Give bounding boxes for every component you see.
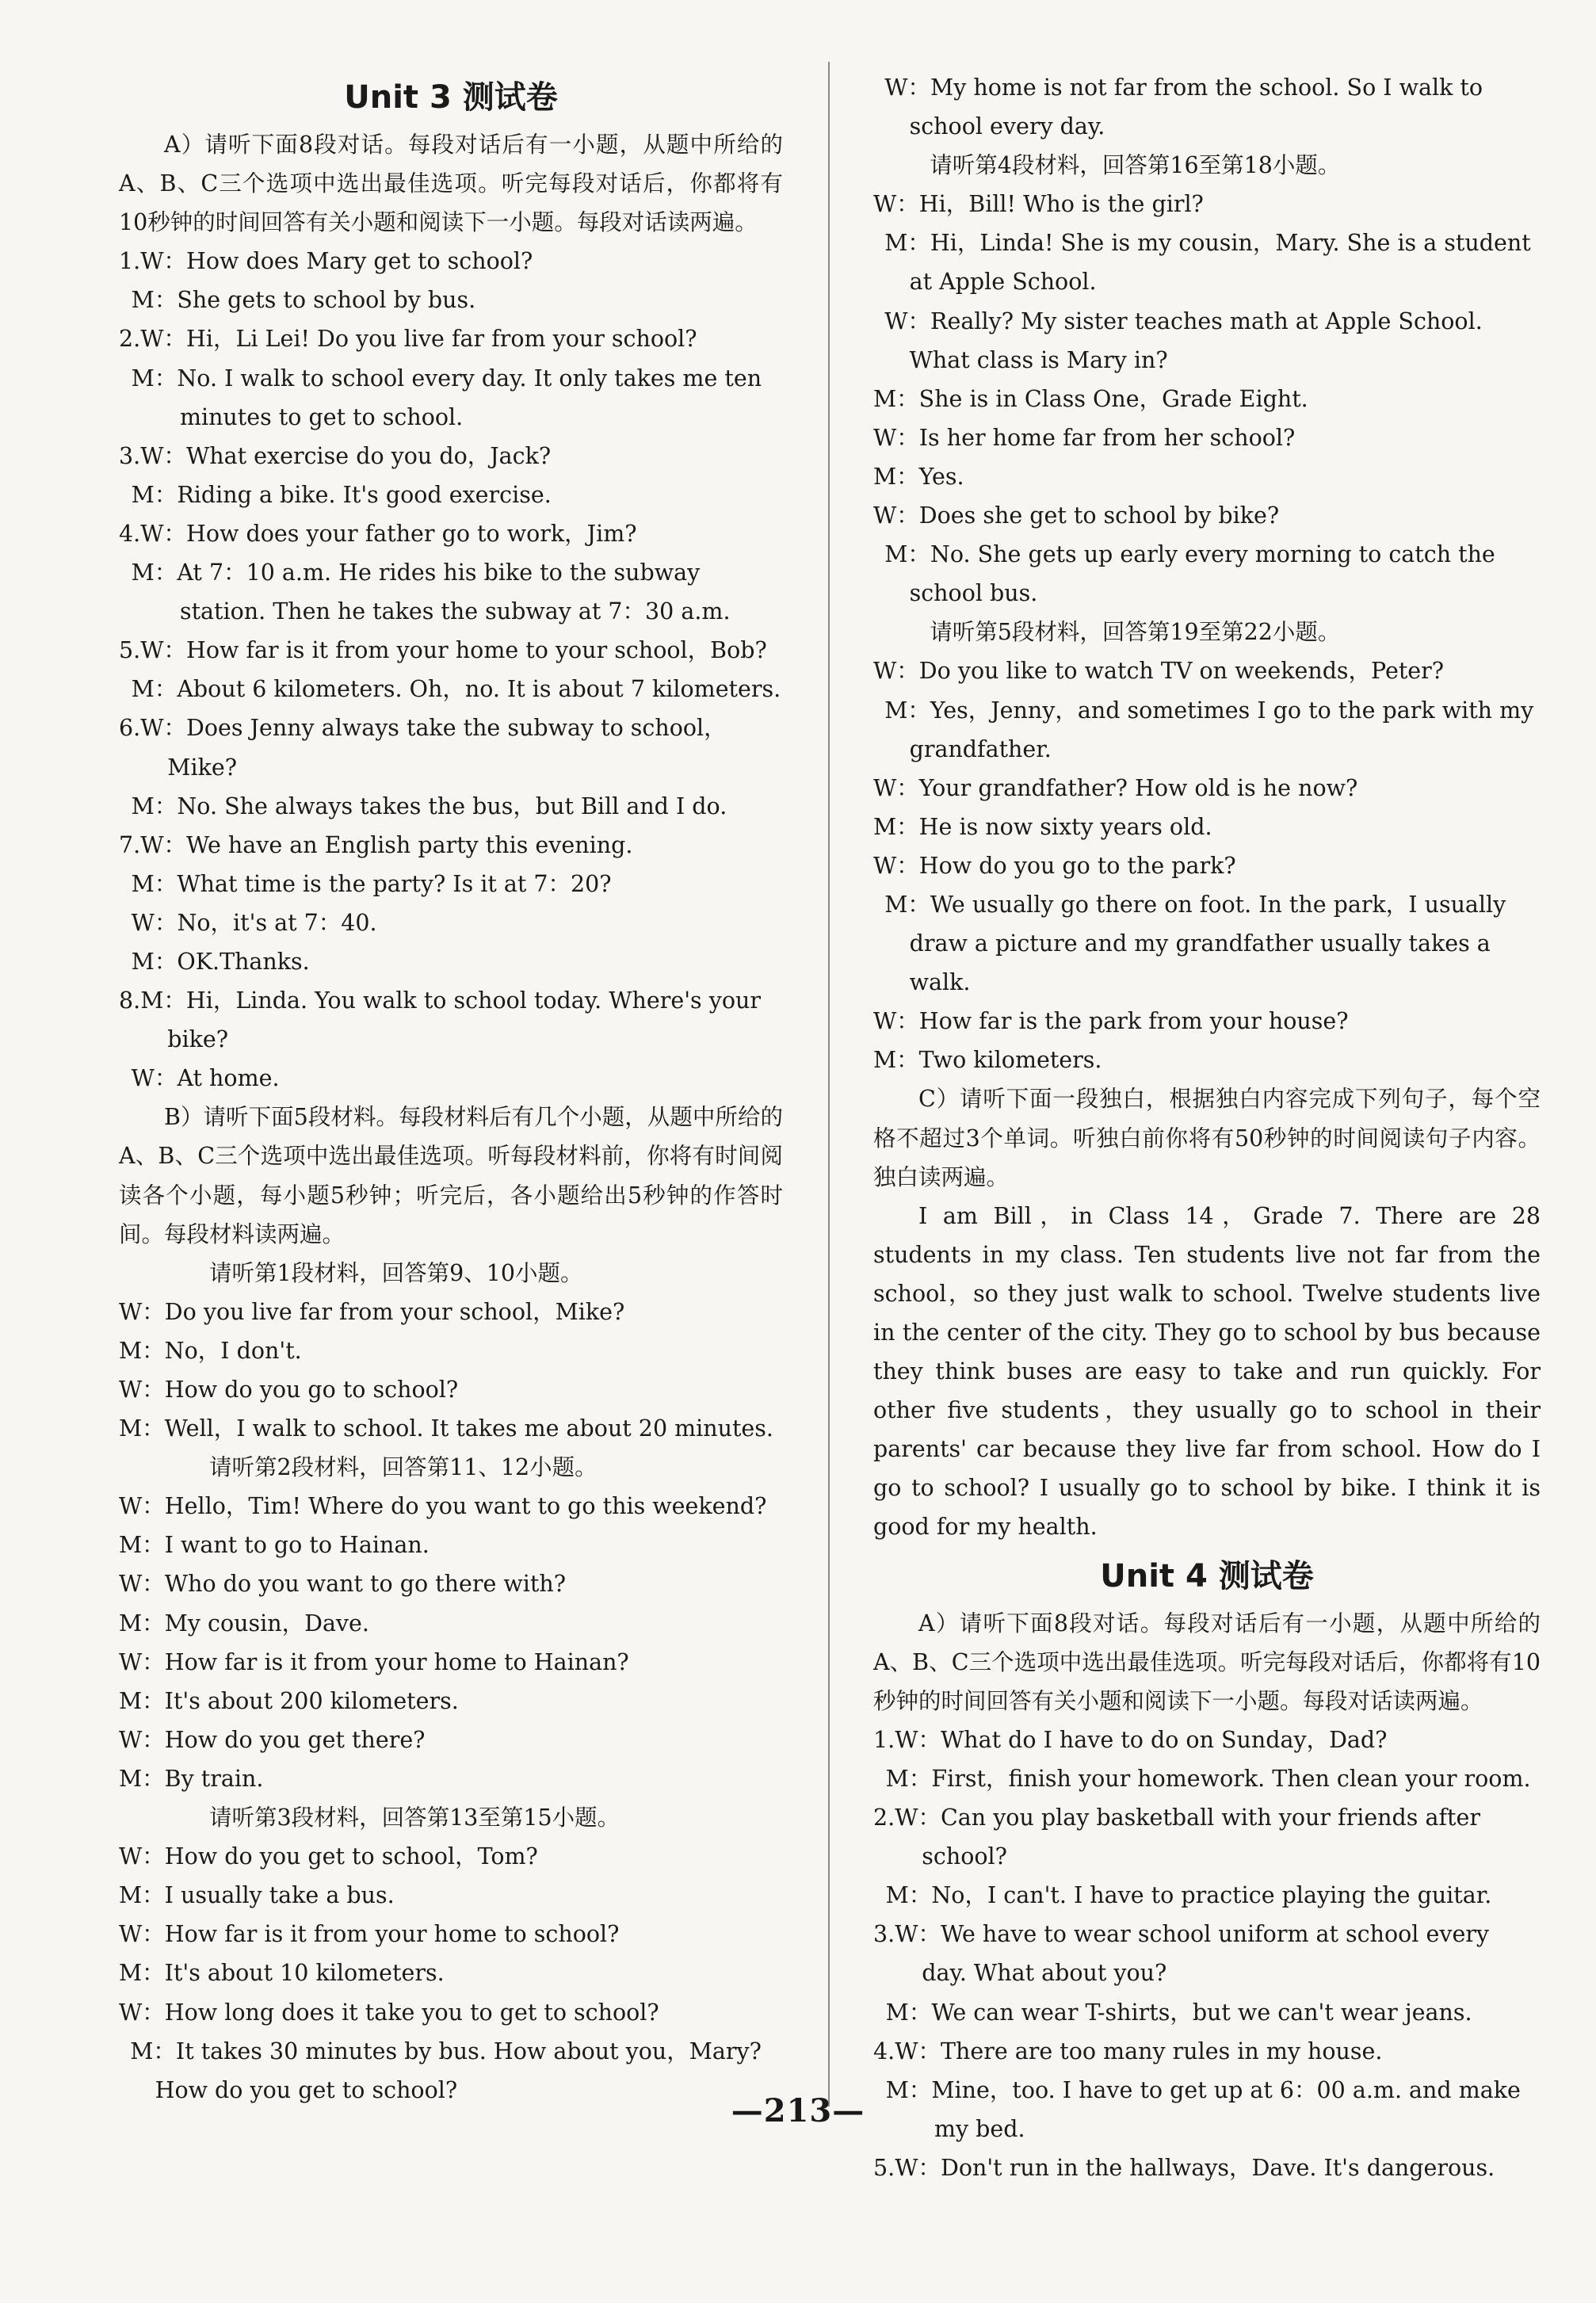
dialogue-line: W：Really? My sister teaches math at Apple School. What class is Mary in? xyxy=(884,307,1483,373)
dialogue-line: M：I want to go to Hainan. xyxy=(119,1532,430,1559)
dialogue-line: W：Is her home far from her school? xyxy=(873,424,1296,451)
dialogue-line: M：What time is the party? Is it at 7：20? xyxy=(131,870,612,897)
dialogue-line: M：First，finish your homework. Then clean your room. xyxy=(885,1765,1531,1792)
monologue-text: I am Bill，in Class 14，Grade 7. There are 28 students in my class. Ten students live not far from the school，so they just walk to school. Twelve students live in the center of the city. They go to school by bus because they think buses are easy to take and run quickly. For other five students，they usually go to school in their parents' car because they live far from school. How do I go to school? I usually go to school by bike. I think it is good for my health. xyxy=(873,1202,1541,1541)
unit3-title: Unit 3 测试卷 xyxy=(344,79,558,116)
dialogue-line: 3.W：We have to wear school uniform at school every day. What about you? xyxy=(873,1921,1490,1987)
dialogue-line: W：Do you like to watch TV on weekends，Peter? xyxy=(873,658,1445,685)
dialogue-line: M：About 6 kilometers. Oh，no. It is about 7 kilometers. xyxy=(131,676,781,703)
dialogue-line: M：No. I walk to school every day. It only takes me ten minutes to get to school. xyxy=(131,365,762,430)
unit3-section-a-dialogues xyxy=(119,242,783,1098)
right-column xyxy=(873,68,1541,2187)
material-1-intro: 请听第1段材料，回答第9、10小题。 xyxy=(209,1259,583,1286)
dialogue-line: W：How do you go to school? xyxy=(119,1377,459,1403)
dialogue-line: M：Riding a bike. It's good exercise. xyxy=(131,481,552,508)
dialogue-line: 8.M：Hi，Linda. You walk to school today. Where's your bike? xyxy=(119,987,761,1053)
dialogue-line: W：Hi，Bill! Who is the girl? xyxy=(873,191,1204,218)
dialogue-line: W：Hello，Tim! Where do you want to go this weekend? xyxy=(119,1493,767,1520)
dialogue-line: 7.W：We have an English party this evening. xyxy=(119,831,633,858)
left-column xyxy=(119,68,783,2110)
dialogue-line: 6.W：Does Jenny always take the subway to school，Mike? xyxy=(119,715,727,781)
material-2-intro: 请听第2段材料，回答第11、12小题。 xyxy=(209,1454,598,1481)
material-5-intro: 请听第5段材料，回答第19至第22小题。 xyxy=(930,619,1341,646)
dialogue-line: M：She is in Class One，Grade Eight. xyxy=(873,385,1308,412)
dialogue-line: W：How do you get there? xyxy=(119,1726,426,1753)
dialogue-line: W：How do you get to school，Tom? xyxy=(119,1843,538,1870)
dialogue-line: M：No. She always takes the bus，but Bill and I do. xyxy=(131,792,727,819)
dialogue-line: W：Does she get to school by bike? xyxy=(873,502,1280,529)
dialogue-line: 1.W：How does Mary get to school? xyxy=(119,248,533,275)
dialogue-line: W：At home. xyxy=(131,1065,280,1092)
dialogue-line: M：Hi，Linda! She is my cousin，Mary. She is a student at Apple School. xyxy=(884,230,1531,296)
dialogue-line: W：How far is it from your home to Hainan? xyxy=(119,1648,629,1675)
unit3-section-a-intro: A）请听下面8段对话。每段对话后有一小题，从题中所给的A、B、C三个选项中选出最佳选项。听完每段对话后，你都将有10秒钟的时间回答有关小题和阅读下一小题。每段对话读两遍。 xyxy=(119,132,783,236)
dialogue-line: M：Mine，too. I have to get up at 6：00 a.m. and make my bed. xyxy=(885,2076,1521,2142)
dialogue-line: M：It's about 200 kilometers. xyxy=(119,1687,459,1714)
dialogue-line: 3.W：What exercise do you do，Jack? xyxy=(119,442,552,469)
column-divider xyxy=(828,62,830,2106)
material-3-intro: 请听第3段材料，回答第13至第15小题。 xyxy=(209,1805,620,1831)
dialogue-line: M：It's about 10 kilometers. xyxy=(119,1960,445,1987)
dialogue-line: M：Yes. xyxy=(873,463,964,490)
unit4-title: Unit 4 测试卷 xyxy=(1100,1557,1314,1595)
dialogue-line: W：How long does it take you to get to school? xyxy=(119,1999,659,2026)
dialogue-line: M：I usually take a bus. xyxy=(119,1882,395,1909)
unit3-section-b-intro: B）请听下面5段材料。每段材料后有几个小题，从题中所给的A、B、C三个选项中选出最佳选项。听每段材料前，你将有时间阅读各个小题，每小题5秒钟；听完后，各小题给出5秒钟的作答时间。每段材料读两遍。 xyxy=(119,1104,784,1247)
dialogue-line: 4.W：There are too many rules in my house. xyxy=(873,2038,1383,2064)
dialogue-line: 1.W：What do I have to do on Sunday，Dad? xyxy=(873,1726,1388,1753)
dialogue-line: M：By train. xyxy=(119,1765,264,1792)
dialogue-line: W：Do you live far from your school，Mike? xyxy=(119,1298,625,1325)
section-c-intro: C）请听下面一段独白，根据独白内容完成下列句子，每个空格不超过3个单词。听独白前你将有50秒钟的时间阅读句子内容。独白读两遍。 xyxy=(873,1086,1541,1190)
dialogue-line: 5.W：Don't run in the hallways，Dave. It's dangerous. xyxy=(873,2154,1495,2181)
dialogue-line: W：Who do you want to go there with? xyxy=(119,1571,567,1598)
dialogue-line: M：We can wear T-shirts，but we can't wear jeans. xyxy=(885,1999,1472,2026)
dialogue-line: 2.W：Can you play basketball with your friends after school? xyxy=(873,1805,1480,1870)
dialogue-line: M：At 7：10 a.m. He rides his bike to the subway station. Then he takes the subway at 7：30 a.m. xyxy=(131,560,731,625)
dialogue-line: M：No，I don't. xyxy=(119,1337,302,1364)
page-number: —213— xyxy=(731,2092,865,2129)
unit4-section-a-intro: A）请听下面8段对话。每段对话后有一小题，从题中所给的A、B、C三个选项中选出最佳选项。听完每段对话后，你都将有10秒钟的时间回答有关小题和阅读下一小题。每段对话读两遍。 xyxy=(873,1610,1541,1714)
dialogue-line: 2.W：Hi，Li Lei! Do you live far from your school? xyxy=(119,326,697,353)
dialogue-line: M：We usually go there on foot. In the park，I usually draw a picture and my grandfather usually takes a walk. xyxy=(884,891,1506,996)
dialogue-line: W：No，it's at 7：40. xyxy=(131,909,377,936)
dialogue-line: W：How far is it from your home to school? xyxy=(119,1921,620,1948)
dialogue-line: M：She gets to school by bus. xyxy=(131,287,476,314)
dialogue-line: M：My cousin，Dave. xyxy=(119,1610,369,1637)
dialogue-line: W：My home is not far from the school. So I walk to school every day. xyxy=(884,74,1483,140)
dialogue-line: M：He is now sixty years old. xyxy=(873,813,1212,840)
dialogue-line: M：Well，I walk to school. It takes me about 20 minutes. xyxy=(119,1415,773,1442)
dialogue-line: M：Two kilometers. xyxy=(873,1047,1102,1074)
dialogue-line: 4.W：How does your father go to work，Jim? xyxy=(119,520,637,547)
dialogue-line: W：Your grandfather? How old is he now? xyxy=(873,774,1358,801)
material-4-intro: 请听第4段材料，回答第16至第18小题。 xyxy=(930,152,1341,179)
dialogue-line: M：OK.Thanks. xyxy=(131,948,310,975)
dialogue-line: M：Yes，Jenny，and sometimes I go to the park with my grandfather. xyxy=(884,697,1534,762)
dialogue-line: W：How far is the park from your house? xyxy=(873,1008,1349,1035)
dialogue-line: M：No，I can't. I have to practice playing the guitar. xyxy=(885,1882,1492,1909)
dialogue-line: W：How do you go to the park? xyxy=(873,852,1236,879)
dialogue-line: M：No. She gets up early every morning to catch the school bus. xyxy=(884,541,1495,607)
dialogue-line: 5.W：How far is it from your home to your school，Bob? xyxy=(119,637,767,664)
dialogue-line: M：It takes 30 minutes by bus. How about you，Mary? How do you get to school? xyxy=(130,2038,762,2103)
